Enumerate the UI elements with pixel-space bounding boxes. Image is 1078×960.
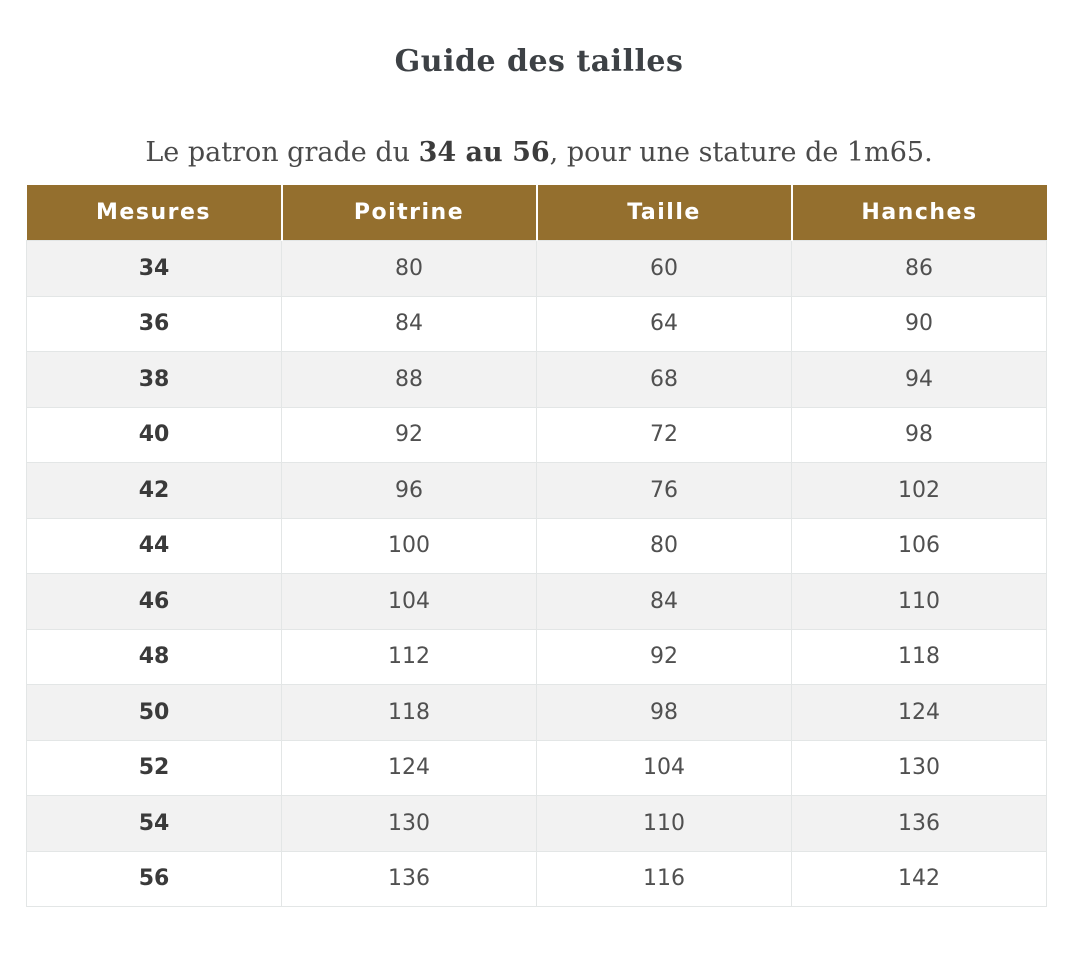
- taille-cell: 92: [537, 629, 792, 685]
- subtitle-prefix: Le patron grade du: [145, 137, 419, 168]
- poitrine-cell: 118: [282, 685, 537, 741]
- size-cell: 54: [27, 796, 282, 852]
- hanches-cell: 118: [792, 629, 1047, 685]
- header-mesures: Mesures: [27, 185, 282, 241]
- poitrine-cell: 80: [282, 241, 537, 297]
- taille-cell: 116: [537, 851, 792, 907]
- poitrine-cell: 92: [282, 407, 537, 463]
- poitrine-cell: 84: [282, 296, 537, 352]
- hanches-cell: 124: [792, 685, 1047, 741]
- hanches-cell: 94: [792, 352, 1047, 408]
- size-table-body: [27, 241, 1047, 907]
- header-row: [27, 185, 1047, 241]
- size-cell: 56: [27, 851, 282, 907]
- hanches-cell: 106: [792, 518, 1047, 574]
- poitrine-cell: 100: [282, 518, 537, 574]
- hanches-cell: 98: [792, 407, 1047, 463]
- taille-cell: 76: [537, 463, 792, 519]
- header-poitrine: Poitrine: [282, 185, 537, 241]
- size-cell: 38: [27, 352, 282, 408]
- table-row: [27, 685, 1047, 741]
- table-row: [27, 796, 1047, 852]
- poitrine-cell: 124: [282, 740, 537, 796]
- size-cell: 48: [27, 629, 282, 685]
- taille-cell: 80: [537, 518, 792, 574]
- taille-cell: 98: [537, 685, 792, 741]
- poitrine-cell: 104: [282, 574, 537, 630]
- taille-cell: 64: [537, 296, 792, 352]
- table-row: [27, 463, 1047, 519]
- page-title: Guide des tailles: [394, 44, 684, 80]
- size-cell: 44: [27, 518, 282, 574]
- size-cell: 46: [27, 574, 282, 630]
- subtitle-suffix: , pour une stature de 1m65.: [549, 137, 933, 168]
- size-cell: 52: [27, 740, 282, 796]
- hanches-cell: 136: [792, 796, 1047, 852]
- taille-cell: 72: [537, 407, 792, 463]
- size-table: [26, 185, 1047, 907]
- hanches-cell: 86: [792, 241, 1047, 297]
- size-cell: 36: [27, 296, 282, 352]
- table-row: [27, 296, 1047, 352]
- header-hanches: Hanches: [792, 185, 1047, 241]
- table-row: [27, 518, 1047, 574]
- subtitle-size-range: 34 au 56: [418, 137, 550, 168]
- hanches-cell: 110: [792, 574, 1047, 630]
- poitrine-cell: 96: [282, 463, 537, 519]
- size-table-header: [27, 185, 1047, 241]
- poitrine-cell: 136: [282, 851, 537, 907]
- hanches-cell: 130: [792, 740, 1047, 796]
- table-row: [27, 241, 1047, 297]
- poitrine-cell: 112: [282, 629, 537, 685]
- table-row: [27, 740, 1047, 796]
- taille-cell: 60: [537, 241, 792, 297]
- size-cell: 42: [27, 463, 282, 519]
- table-row: [27, 629, 1047, 685]
- taille-cell: 104: [537, 740, 792, 796]
- taille-cell: 110: [537, 796, 792, 852]
- size-cell: 40: [27, 407, 282, 463]
- hanches-cell: 90: [792, 296, 1047, 352]
- header-taille: Taille: [537, 185, 792, 241]
- hanches-cell: 102: [792, 463, 1047, 519]
- poitrine-cell: 88: [282, 352, 537, 408]
- table-row: [27, 352, 1047, 408]
- size-cell: 34: [27, 241, 282, 297]
- table-row: [27, 407, 1047, 463]
- table-row: [27, 574, 1047, 630]
- taille-cell: 68: [537, 352, 792, 408]
- table-row: [27, 851, 1047, 907]
- taille-cell: 84: [537, 574, 792, 630]
- subtitle: [0, 133, 1078, 173]
- hanches-cell: 142: [792, 851, 1047, 907]
- size-cell: 50: [27, 685, 282, 741]
- poitrine-cell: 130: [282, 796, 537, 852]
